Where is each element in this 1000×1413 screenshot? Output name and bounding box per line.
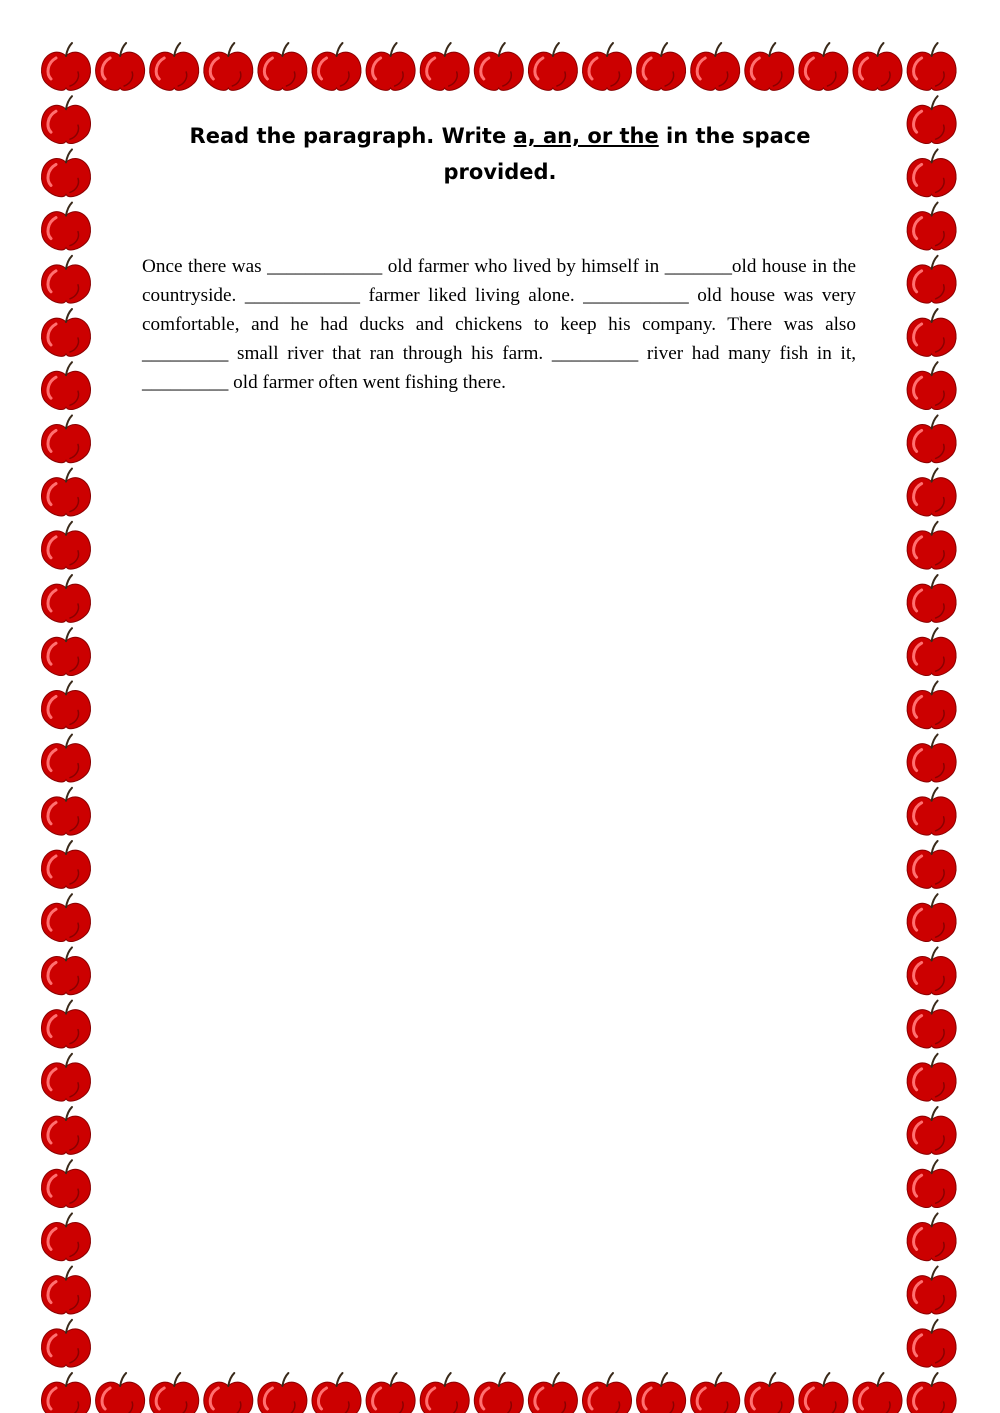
apple-icon [907, 841, 956, 888]
apple-icon [745, 1373, 794, 1413]
apple-icon [907, 1373, 956, 1413]
apple-icon [907, 788, 956, 835]
apple-icon [907, 149, 956, 196]
apple-icon [907, 415, 956, 462]
apple-icon [907, 1054, 956, 1101]
apple-icon [637, 1373, 686, 1413]
apple-icon [745, 43, 794, 90]
apple-icon [41, 309, 90, 356]
title-underlined-options: a, an, or the [513, 124, 659, 148]
apple-icon [907, 469, 956, 516]
apple-icon [312, 43, 361, 90]
apple-icon [41, 1213, 90, 1260]
apple-icon [907, 628, 956, 675]
apple-icon [799, 43, 848, 90]
apple-icon [258, 43, 307, 90]
apple-icon [582, 1373, 631, 1413]
apple-icon [41, 1001, 90, 1048]
apple-icon [907, 575, 956, 622]
apple-icon [204, 43, 253, 90]
apple-icon [41, 469, 90, 516]
apple-icon [691, 1373, 740, 1413]
apple-icon [41, 43, 90, 90]
apple-icon [150, 43, 199, 90]
apple-icon [907, 735, 956, 782]
apple-icon [907, 947, 956, 994]
apple-icon [528, 43, 577, 90]
apple-icon [691, 43, 740, 90]
apple-icon [41, 1054, 90, 1101]
apple-icon [582, 43, 631, 90]
apple-icon [907, 43, 956, 90]
apple-icon [41, 788, 90, 835]
apple-icon [907, 96, 956, 143]
apple-icon [907, 309, 956, 356]
apple-icon [907, 681, 956, 728]
apple-icon [907, 894, 956, 941]
apple-icon [41, 96, 90, 143]
title-part1: Read the paragraph. Write [189, 124, 514, 148]
apple-icon [907, 362, 956, 409]
apple-icon [41, 1267, 90, 1314]
apple-icon [41, 1160, 90, 1207]
apple-icon [907, 203, 956, 250]
apple-icon [41, 894, 90, 941]
apple-icon [41, 415, 90, 462]
apple-icon [41, 628, 90, 675]
apple-icon [41, 681, 90, 728]
apple-icon [41, 1320, 90, 1367]
apple-icon [41, 522, 90, 569]
apple-icon [907, 1213, 956, 1260]
apple-icon [41, 947, 90, 994]
apple-icon [204, 1373, 253, 1413]
apple-icon [366, 43, 415, 90]
apple-icon [41, 362, 90, 409]
apple-icon [853, 43, 902, 90]
apple-icon [474, 43, 523, 90]
apple-icon [420, 43, 469, 90]
apple-icon [41, 149, 90, 196]
exercise-paragraph: Once there was ____________ old farmer who lived by himself in _______old house in the countryside. ____________ farmer liked living alone. ___________ old house was very comfortable, and he had ducks and chickens to keep his company. There was also _________ small river that ran through his farm. _________ river had many fish in it, _________ old farmer often went fishing there. [142, 256, 856, 393]
title-part2: in the space provided. [443, 124, 811, 184]
apple-icon [528, 1373, 577, 1413]
apple-icon [41, 1107, 90, 1154]
apple-icon [96, 43, 145, 90]
apple-icon [907, 1320, 956, 1367]
apple-icon [258, 1373, 307, 1413]
apple-icon [41, 256, 90, 303]
apple-icon [799, 1373, 848, 1413]
apple-icon [96, 1373, 145, 1413]
apple-icon [41, 203, 90, 250]
apple-icon [366, 1373, 415, 1413]
apple-icon [150, 1373, 199, 1413]
apple-icon [41, 575, 90, 622]
apple-icon [853, 1373, 902, 1413]
apple-icon [41, 735, 90, 782]
apple-icon [474, 1373, 523, 1413]
apple-icon [637, 43, 686, 90]
apple-icon [41, 841, 90, 888]
apple-icon [907, 1160, 956, 1207]
apple-icon [907, 1267, 956, 1314]
apple-icon [41, 1373, 90, 1413]
apple-icon [907, 256, 956, 303]
apple-icon [420, 1373, 469, 1413]
apple-icon [907, 1001, 956, 1048]
apple-icon [907, 1107, 956, 1154]
apple-icon [312, 1373, 361, 1413]
apple-icon [907, 522, 956, 569]
worksheet-title [140, 118, 860, 190]
